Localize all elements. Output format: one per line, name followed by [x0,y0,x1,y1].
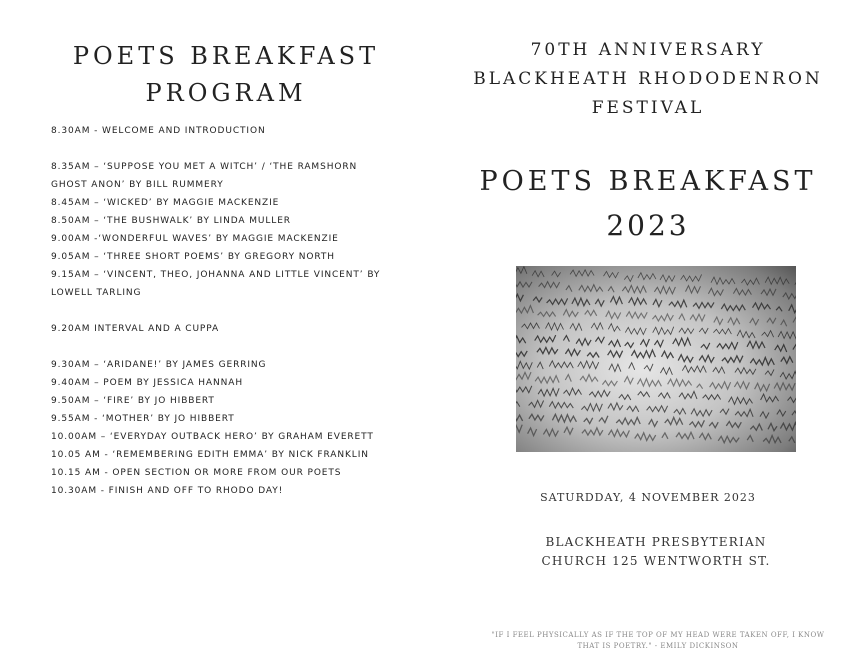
handwriting-stroke [516,372,796,393]
handwritten-letter-photo [516,266,796,452]
handwriting-stroke [516,320,796,340]
schedule-item: 9.05AM – ‘THREE SHORT POEMS’ BY GREGORY NORTH [51,252,335,262]
handwriting-stroke [516,400,796,418]
schedule-item: 9.20AM INTERVAL AND A CUPPA [51,324,220,334]
schedule-item: 9.00AM -‘WONDERFUL WAVES’ BY MAGGIE MACKENZIE [51,234,339,244]
event-venue [432,533,864,571]
program-title-line-2: PROGRAM [145,79,307,107]
handwriting-stroke [516,306,796,327]
event-year: 2023 [606,209,690,242]
schedule-item: 9.55AM - ‘MOTHER’ BY JO HIBBERT [51,414,235,424]
schedule-item: 10.15 AM - OPEN SECTION OR MORE FROM OUR POETS [51,468,342,478]
handwriting-stroke [516,267,796,287]
anniversary-line-2: BLACKHEATH RHODODENRON [473,69,823,89]
schedule-item: 9.30AM – ‘ARIDANE!’ BY JAMES GERRING [51,360,267,370]
handwriting-stroke [516,294,796,313]
dickinson-quote [472,630,844,652]
schedule-item: 9.50AM – ‘FIRE’ BY JO HIBBERT [51,396,215,406]
schedule-item: 8.30AM - WELCOME AND INTRODUCTION [51,126,266,136]
schedule-item: 8.35AM – ‘SUPPOSE YOU MET A WITCH’ / ‘THE RAMSHORN GHOST ANON’ BY BILL RUMMERY [51,162,358,190]
schedule-item: 10.05 AM - ‘REMEMBERING EDITH EMMA’ BY NICK FRANKLIN [51,450,369,460]
program-title [0,38,452,112]
schedule-item: 8.50AM – ‘THE BUSHWALK’ BY LINDA MULLER [51,216,291,226]
schedule-item: 9.40AM – POEM BY JESSICA HANNAH [51,378,243,388]
cover-page [432,0,864,668]
program-title-line-1: POETS BREAKFAST [72,42,380,70]
quote-line-1: "IF I FEEL PHYSICALLY AS IF THE TOP OF MY HEAD WERE TAKEN OFF, I KNOW [491,631,825,639]
schedule-item: 10.30AM - FINISH AND OFF TO RHODO DAY! [51,486,284,496]
anniversary-line-3: FESTIVAL [591,98,705,118]
handwriting-stroke [516,361,796,381]
anniversary-line-1: 70TH ANNIVERSARY [530,40,766,60]
schedule-item: 8.45AM – ‘WICKED’ BY MAGGIE MACKENZIE [51,198,280,208]
schedule-item: 10.00AM – ‘EVERYDAY OUTBACK HERO’ BY GRAHAM EVERETT [51,432,374,442]
handwriting-stroke [516,386,796,405]
venue-line-1: BLACKHEATH PRESBYTERIAN [545,535,767,549]
anniversary-heading [432,36,864,123]
event-title [432,160,864,248]
quote-line-2: THAT IS POETRY." - EMILY DICKINSON [577,642,739,650]
handwriting-stroke [516,414,796,430]
event-date: SATURDDAY, 4 NOVEMBER 2023 [540,491,756,504]
venue-line-2: CHURCH 125 WENTWORTH ST. [541,554,771,568]
schedule-list [51,122,391,500]
schedule-item: 9.15AM – ‘VINCENT, THEO, JOHANNA AND LITTLE VINCENT’ BY LOWELL TARLING [51,270,381,298]
event-title-text: POETS BREAKFAST [479,166,817,197]
handwriting-stroke [516,348,796,366]
